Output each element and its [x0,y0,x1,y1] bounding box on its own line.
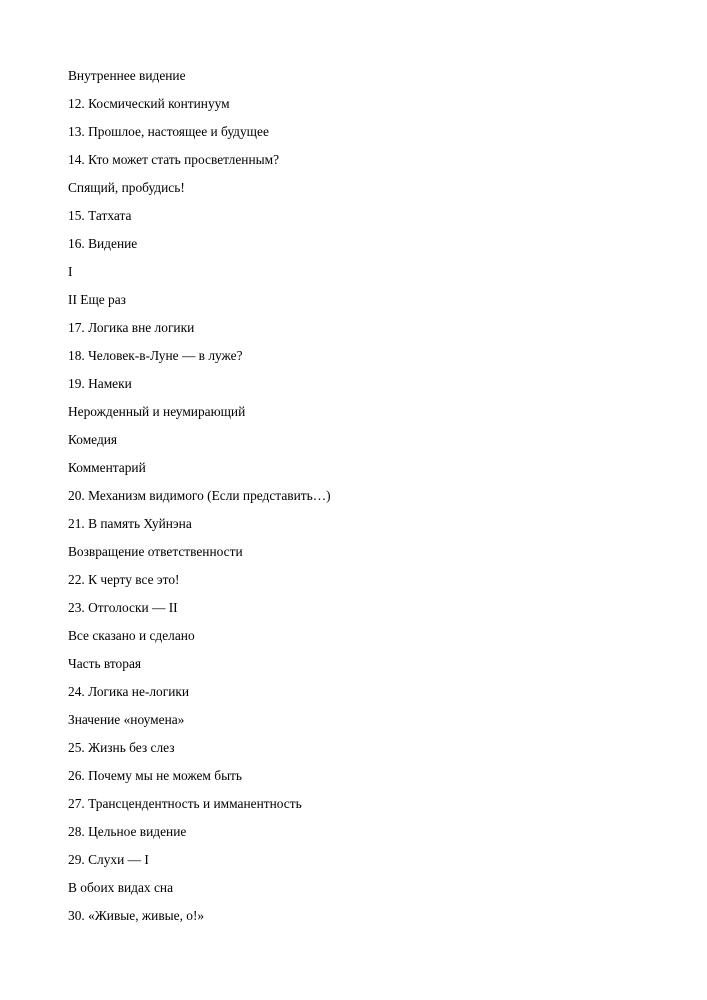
toc-line-13-proshloe: 13. Прошлое, настоящее и будущее [68,124,269,139]
toc-line-28-celnoe-videnie: 28. Цельное видение [68,824,187,839]
toc-line-vnutrennee-videnie: Внутреннее видение [68,68,186,83]
toc-line-16-videnie: 16. Видение [68,236,138,251]
toc-line-15-tathata: 15. Татхата [68,208,132,223]
toc-line-12-kosmicheskiy-kontinuum: 12. Космический континуум [68,96,230,111]
toc-line-22-k-chertu: 22. К черту все это! [68,572,180,587]
toc-line-17-logika-vne-logiki: 17. Логика вне логики [68,320,195,335]
table-of-contents [68,66,331,934]
toc-line-nerozhdenny: Нерожденный и неумирающий [68,404,246,419]
toc-line-chast-vtoraya: Часть вторая [68,656,142,671]
toc-line-20-mekhanizm-vidimogo: 20. Механизм видимого (Если представить…) [68,488,331,503]
toc-line-kommentariy: Комментарий [68,460,146,475]
toc-line-14-kto-mozhet: 14. Кто может стать просветленным? [68,152,280,167]
toc-line-part-i: I [68,264,73,279]
toc-line-19-nameki: 19. Намеки [68,376,132,391]
toc-line-komediya: Комедия [68,432,118,447]
toc-line-26-pochemu-my: 26. Почему мы не можем быть [68,768,243,783]
toc-line-vse-skazano: Все сказано и сделано [68,628,195,643]
toc-line-29-sluhi-i: 29. Слухи — I [68,852,149,867]
toc-line-spyashchiy-probudis: Спящий, пробудись! [68,180,185,195]
toc-line-23-otgoloski-ii: 23. Отголоски — II [68,600,178,615]
toc-line-ii-eshche-raz: II Еще раз [68,292,126,307]
toc-line-v-oboih-vidah-sna: В обоих видах сна [68,880,174,895]
toc-line-21-v-pamyat-huyneny: 21. В память Хуйнэна [68,516,192,531]
toc-line-27-transcendentnost: 27. Трансцендентность и имманентность [68,796,302,811]
toc-line-30-zhivye: 30. «Живые, живые, о!» [68,908,205,923]
toc-line-vozvrashchenie: Возвращение ответственности [68,544,243,559]
toc-line-znachenie-noumena: Значение «ноумена» [68,712,185,727]
toc-line-25-zhizn-bez-slez: 25. Жизнь без слез [68,740,175,755]
toc-line-18-chelovek-v-lune: 18. Человек-в-Луне — в луже? [68,348,243,363]
toc-line-24-logika-ne-logiki: 24. Логика не-логики [68,684,190,699]
